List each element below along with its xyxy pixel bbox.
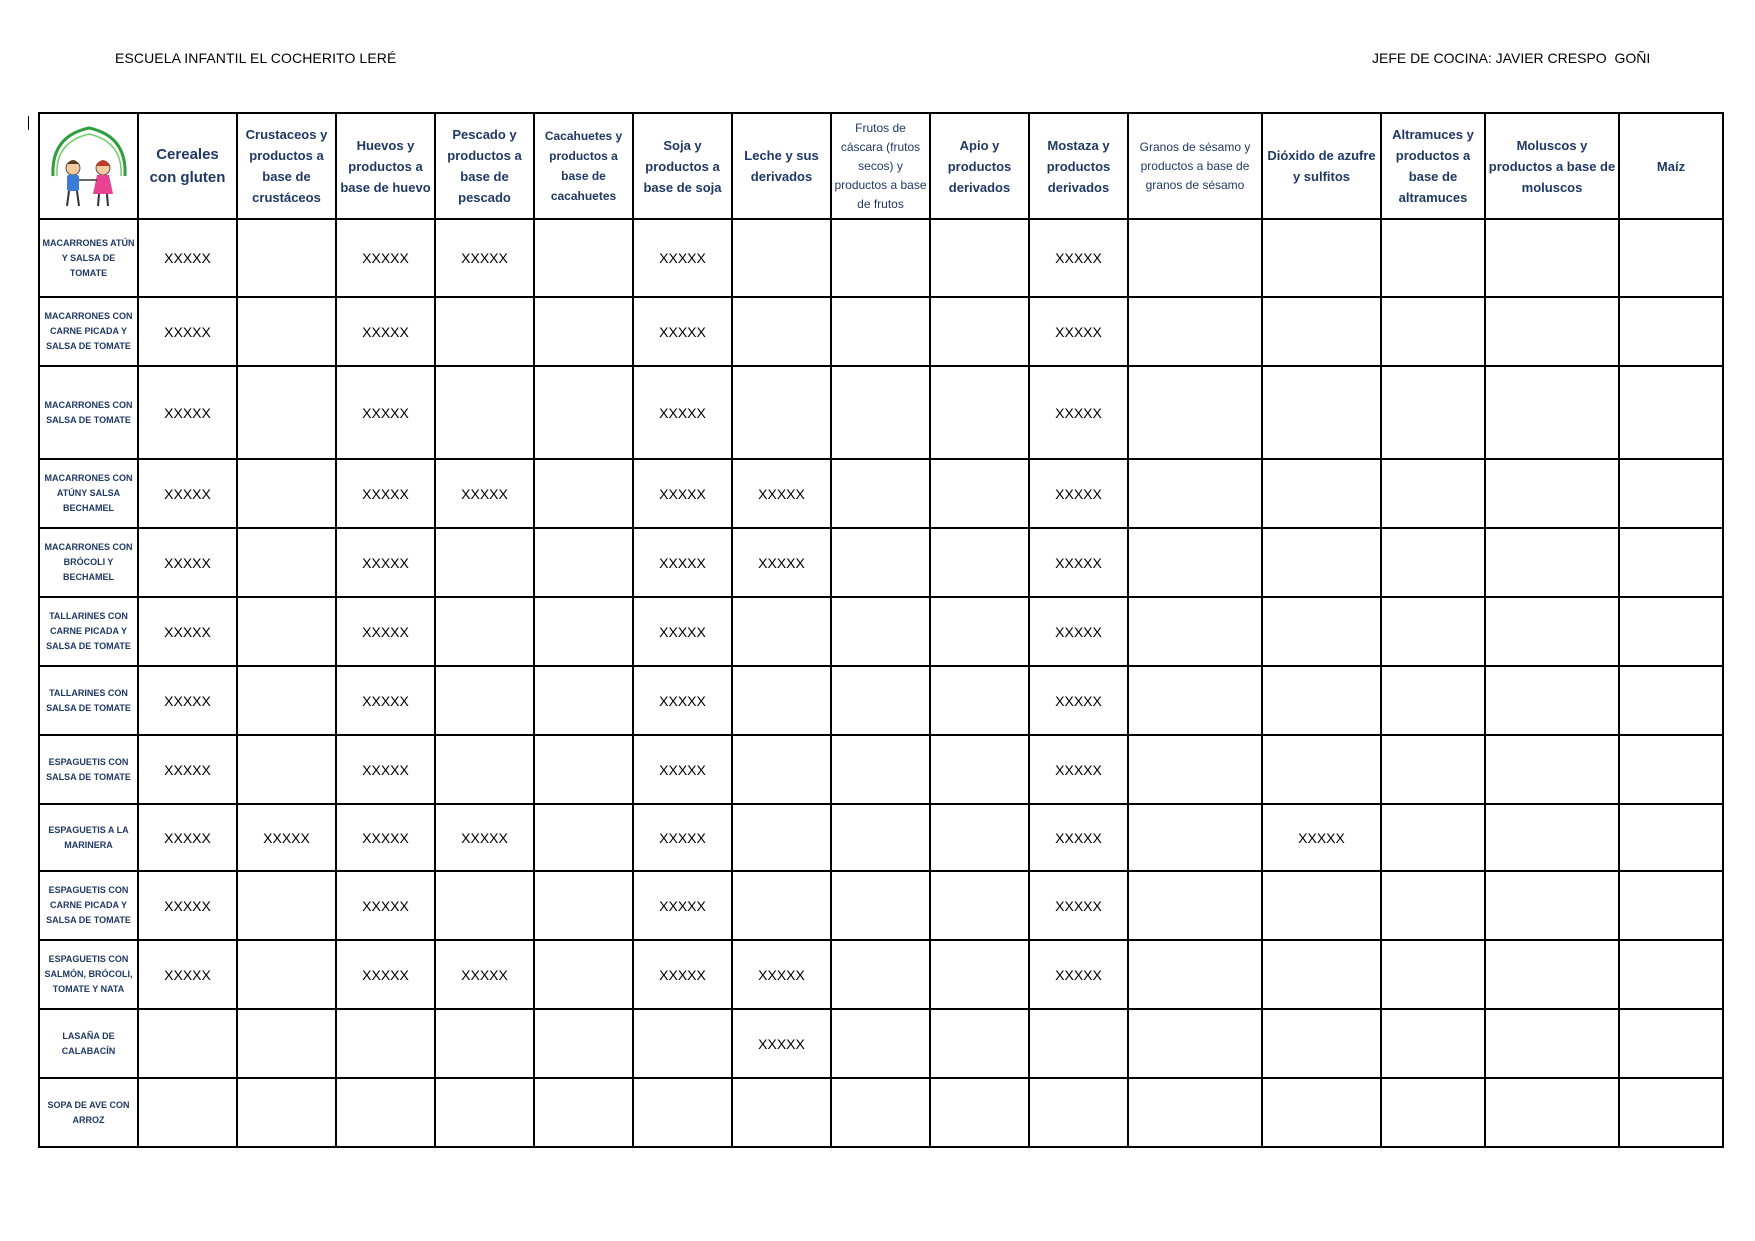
school-name: ESCUELA INFANTIL EL COCHERITO LERÉ	[115, 50, 397, 66]
table-cell	[435, 871, 534, 940]
table-cell	[1381, 597, 1485, 666]
table-cell	[1485, 219, 1619, 297]
table-cell	[237, 1078, 336, 1147]
table-cell	[534, 1078, 633, 1147]
table-row	[39, 735, 1723, 804]
table-cell: XXXXX	[1029, 366, 1128, 459]
table-cell	[1485, 528, 1619, 597]
col-header-milk: Leche y sus derivados	[732, 113, 831, 219]
table-cell	[138, 1078, 237, 1147]
table-row	[39, 219, 1723, 297]
table-cell	[1128, 804, 1262, 871]
table-cell	[930, 1009, 1029, 1078]
table-cell	[930, 1078, 1029, 1147]
table-cell	[1485, 1009, 1619, 1078]
table-cell	[732, 297, 831, 366]
table-cell	[1619, 666, 1723, 735]
table-cell: XXXXX	[633, 597, 732, 666]
table-cell	[831, 735, 930, 804]
col-header-crustaceans: Crustaceos y productos a base de crustáceos	[237, 113, 336, 219]
table-row	[39, 1078, 1723, 1147]
table-row	[39, 804, 1723, 871]
table-cell: XXXXX	[336, 597, 435, 666]
col-header-mustard: Mostaza y productos derivados	[1029, 113, 1128, 219]
col-header-fish: Pescado y productos a base de pescado	[435, 113, 534, 219]
col-header-gluten: Cereales con gluten	[138, 113, 237, 219]
table-cell: XXXXX	[732, 459, 831, 528]
table-cell: XXXXX	[1029, 597, 1128, 666]
dish-name: TALLARINES CON SALSA DE TOMATE	[39, 666, 138, 735]
table-cell	[1619, 871, 1723, 940]
table-cell: XXXXX	[336, 366, 435, 459]
table-cell	[930, 297, 1029, 366]
table-cell	[1381, 459, 1485, 528]
table-cell	[732, 804, 831, 871]
table-row	[39, 1009, 1723, 1078]
table-row	[39, 297, 1723, 366]
col-header-soy: Soja y productos a base de soja	[633, 113, 732, 219]
table-cell	[1128, 528, 1262, 597]
table-cell: XXXXX	[435, 804, 534, 871]
col-header-corn: Maíz	[1619, 113, 1723, 219]
dish-name: ESPAGUETIS A LA MARINERA	[39, 804, 138, 871]
chef-name: JEFE DE COCINA: JAVIER CRESPO GOÑI	[1372, 50, 1651, 66]
table-cell	[534, 735, 633, 804]
table-cell	[831, 666, 930, 735]
table-row	[39, 459, 1723, 528]
table-cell: XXXXX	[1262, 804, 1381, 871]
table-cell	[534, 366, 633, 459]
table-cell: XXXXX	[1029, 297, 1128, 366]
table-cell: XXXXX	[138, 219, 237, 297]
table-cell	[237, 1009, 336, 1078]
table-cell	[1381, 666, 1485, 735]
table-cell	[1262, 366, 1381, 459]
table-cell	[1381, 1078, 1485, 1147]
table-cell	[534, 940, 633, 1009]
col-header-celery: Apio y productos derivados	[930, 113, 1029, 219]
table-cell	[534, 297, 633, 366]
table-cell	[1619, 1009, 1723, 1078]
table-cell: XXXXX	[435, 940, 534, 1009]
table-cell	[1485, 459, 1619, 528]
table-cell	[1262, 666, 1381, 735]
table-cell	[1619, 219, 1723, 297]
dish-name: MACARRONES ATÚN Y SALSA DE TOMATE	[39, 219, 138, 297]
table-cell	[237, 297, 336, 366]
table-cell	[732, 871, 831, 940]
table-cell	[633, 1009, 732, 1078]
table-cell	[1381, 297, 1485, 366]
col-header-sulphites: Dióxido de azufre y sulfitos	[1262, 113, 1381, 219]
dish-name: TALLARINES CON CARNE PICADA Y SALSA DE TOMATE	[39, 597, 138, 666]
table-cell	[831, 459, 930, 528]
table-cell	[435, 1009, 534, 1078]
table-cell: XXXXX	[1029, 940, 1128, 1009]
table-cell	[534, 459, 633, 528]
table-cell: XXXXX	[336, 735, 435, 804]
table-cell	[1381, 940, 1485, 1009]
table-cell	[534, 871, 633, 940]
table-cell: XXXXX	[138, 297, 237, 366]
table-cell	[1619, 597, 1723, 666]
table-cell	[1381, 366, 1485, 459]
header-row	[39, 113, 1723, 219]
table-cell	[930, 871, 1029, 940]
table-cell	[1485, 297, 1619, 366]
table-cell	[534, 666, 633, 735]
table-cell	[1128, 297, 1262, 366]
table-cell	[1485, 666, 1619, 735]
table-cell: XXXXX	[138, 666, 237, 735]
table-cell	[534, 1009, 633, 1078]
table-cell	[1485, 735, 1619, 804]
table-cell	[732, 219, 831, 297]
table-cell	[1619, 528, 1723, 597]
table-cell: XXXXX	[336, 459, 435, 528]
table-cell	[534, 597, 633, 666]
table-cell: XXXXX	[1029, 871, 1128, 940]
table-row	[39, 871, 1723, 940]
table-cell	[831, 1078, 930, 1147]
table-cell	[633, 1078, 732, 1147]
table-cell	[1262, 219, 1381, 297]
table-cell	[732, 366, 831, 459]
dish-name: ESPAGUETIS CON CARNE PICADA Y SALSA DE TOMATE	[39, 871, 138, 940]
table-cell	[1485, 597, 1619, 666]
table-cell	[1619, 940, 1723, 1009]
table-cell	[237, 597, 336, 666]
dish-name: MACARRONES CON SALSA DE TOMATE	[39, 366, 138, 459]
table-cell	[534, 528, 633, 597]
table-cell	[534, 804, 633, 871]
table-cell	[1381, 735, 1485, 804]
table-cell	[1128, 597, 1262, 666]
table-cell: XXXXX	[732, 940, 831, 1009]
table-cell	[1619, 735, 1723, 804]
table-cell: XXXXX	[336, 804, 435, 871]
table-cell	[1381, 528, 1485, 597]
table-cell: XXXXX	[633, 366, 732, 459]
dish-name: MACARRONES CON BRÓCOLI Y BECHAMEL	[39, 528, 138, 597]
table-cell	[732, 1078, 831, 1147]
table-cell: XXXXX	[633, 940, 732, 1009]
table-cell: XXXXX	[1029, 735, 1128, 804]
table-cell: XXXXX	[237, 804, 336, 871]
table-cell	[1029, 1009, 1128, 1078]
table-cell	[1262, 1078, 1381, 1147]
dish-name: LASAÑA DE CALABACÍN	[39, 1009, 138, 1078]
table-cell	[237, 940, 336, 1009]
table-cell: XXXXX	[336, 940, 435, 1009]
table-cell	[831, 597, 930, 666]
table-cell	[435, 597, 534, 666]
school-logo	[39, 113, 138, 219]
table-cell: XXXXX	[336, 666, 435, 735]
table-row	[39, 528, 1723, 597]
table-cell: XXXXX	[633, 666, 732, 735]
table-cell	[831, 528, 930, 597]
table-cell: XXXXX	[138, 366, 237, 459]
table-cell	[1262, 459, 1381, 528]
table-cell	[831, 219, 930, 297]
dish-name: ESPAGUETIS CON SALSA DE TOMATE	[39, 735, 138, 804]
table-cell	[930, 666, 1029, 735]
table-cell	[1485, 366, 1619, 459]
table-cell	[336, 1078, 435, 1147]
table-cell	[1029, 1078, 1128, 1147]
col-header-eggs: Huevos y productos a base de huevo	[336, 113, 435, 219]
table-cell	[237, 366, 336, 459]
table-cell: XXXXX	[336, 219, 435, 297]
table-cell	[1128, 666, 1262, 735]
table-cell	[1381, 1009, 1485, 1078]
table-cell	[1128, 1009, 1262, 1078]
col-header-sesame: Granos de sésamo y productos a base de granos de sésamo	[1128, 113, 1262, 219]
table-cell	[930, 366, 1029, 459]
table-cell	[732, 735, 831, 804]
table-cell	[1485, 871, 1619, 940]
dish-name: MACARRONES CON CARNE PICADA Y SALSA DE TOMATE	[39, 297, 138, 366]
table-cell	[1262, 597, 1381, 666]
table-cell: XXXXX	[1029, 804, 1128, 871]
table-cell: XXXXX	[138, 459, 237, 528]
table-cell	[1485, 1078, 1619, 1147]
table-cell: XXXXX	[633, 871, 732, 940]
dish-name: SOPA DE AVE CON ARROZ	[39, 1078, 138, 1147]
table-cell	[1381, 871, 1485, 940]
table-cell	[732, 666, 831, 735]
col-header-lupin: Altramuces y productos a base de altramuces	[1381, 113, 1485, 219]
table-cell	[435, 666, 534, 735]
table-cell: XXXXX	[435, 219, 534, 297]
table-cell	[930, 940, 1029, 1009]
table-cell	[435, 297, 534, 366]
table-cell	[1262, 297, 1381, 366]
table-cell: XXXXX	[633, 219, 732, 297]
table-cell	[1381, 804, 1485, 871]
table-cell	[435, 528, 534, 597]
table-cell	[1381, 219, 1485, 297]
table-cell: XXXXX	[633, 459, 732, 528]
table-cell	[831, 1009, 930, 1078]
table-cell	[831, 297, 930, 366]
table-cell	[1128, 459, 1262, 528]
table-cell: XXXXX	[138, 597, 237, 666]
table-cell	[336, 1009, 435, 1078]
allergen-table	[38, 112, 1724, 1148]
table-cell	[831, 804, 930, 871]
table-cell	[435, 735, 534, 804]
table-cell	[1262, 735, 1381, 804]
table-cell: XXXXX	[138, 804, 237, 871]
table-cell	[1485, 940, 1619, 1009]
table-cell: XXXXX	[1029, 528, 1128, 597]
table-cell	[1619, 366, 1723, 459]
table-cell	[1128, 366, 1262, 459]
table-cell: XXXXX	[336, 528, 435, 597]
table-cell	[237, 871, 336, 940]
table-row	[39, 940, 1723, 1009]
table-cell	[1619, 459, 1723, 528]
table-row	[39, 597, 1723, 666]
table-cell	[1262, 940, 1381, 1009]
table-cell: XXXXX	[1029, 219, 1128, 297]
table-cell	[831, 366, 930, 459]
table-cell	[1619, 804, 1723, 871]
table-cell	[138, 1009, 237, 1078]
table-cell: XXXXX	[138, 735, 237, 804]
table-cell	[930, 219, 1029, 297]
table-cell: XXXXX	[138, 871, 237, 940]
table-cell: XXXXX	[336, 871, 435, 940]
table-cell	[930, 528, 1029, 597]
col-header-molluscs: Moluscos y productos a base de moluscos	[1485, 113, 1619, 219]
table-row	[39, 366, 1723, 459]
table-cell	[1619, 1078, 1723, 1147]
table-cell	[930, 597, 1029, 666]
table-cell	[237, 459, 336, 528]
school-logo-icon	[43, 116, 135, 216]
table-cell	[732, 597, 831, 666]
table-cell	[237, 219, 336, 297]
table-cell: XXXXX	[336, 297, 435, 366]
table-cell: XXXXX	[732, 528, 831, 597]
table-cell	[435, 1078, 534, 1147]
table-cell	[930, 459, 1029, 528]
table-cell: XXXXX	[1029, 459, 1128, 528]
col-header-peanuts: Cacahuetes y productos a base de cacahuetes	[534, 113, 633, 219]
table-cell	[831, 871, 930, 940]
table-cell: XXXXX	[435, 459, 534, 528]
margin-mark	[28, 116, 29, 130]
table-cell	[930, 804, 1029, 871]
col-header-nuts: Frutos de cáscara (frutos secos) y productos a base de frutos	[831, 113, 930, 219]
table-cell	[1262, 1009, 1381, 1078]
table-cell	[1128, 940, 1262, 1009]
table-cell	[1128, 735, 1262, 804]
table-cell: XXXXX	[633, 804, 732, 871]
dish-name: MACARRONES CON ATÚNY SALSA BECHAMEL	[39, 459, 138, 528]
table-cell	[237, 735, 336, 804]
table-cell	[1485, 804, 1619, 871]
table-cell	[1128, 219, 1262, 297]
table-cell	[831, 940, 930, 1009]
table-cell	[1128, 1078, 1262, 1147]
table-cell	[534, 219, 633, 297]
table-cell: XXXXX	[1029, 666, 1128, 735]
table-cell: XXXXX	[138, 528, 237, 597]
table-cell	[1262, 871, 1381, 940]
dish-name: ESPAGUETIS CON SALMÓN, BRÓCOLI, TOMATE Y NATA	[39, 940, 138, 1009]
table-cell	[930, 735, 1029, 804]
table-cell: XXXXX	[633, 297, 732, 366]
table-cell	[1619, 297, 1723, 366]
table-cell	[1128, 871, 1262, 940]
table-cell: XXXXX	[633, 528, 732, 597]
table-cell	[435, 366, 534, 459]
table-cell: XXXXX	[138, 940, 237, 1009]
table-cell: XXXXX	[732, 1009, 831, 1078]
table-cell	[237, 528, 336, 597]
table-cell	[1262, 528, 1381, 597]
table-row	[39, 666, 1723, 735]
table-cell	[237, 666, 336, 735]
table-cell: XXXXX	[633, 735, 732, 804]
